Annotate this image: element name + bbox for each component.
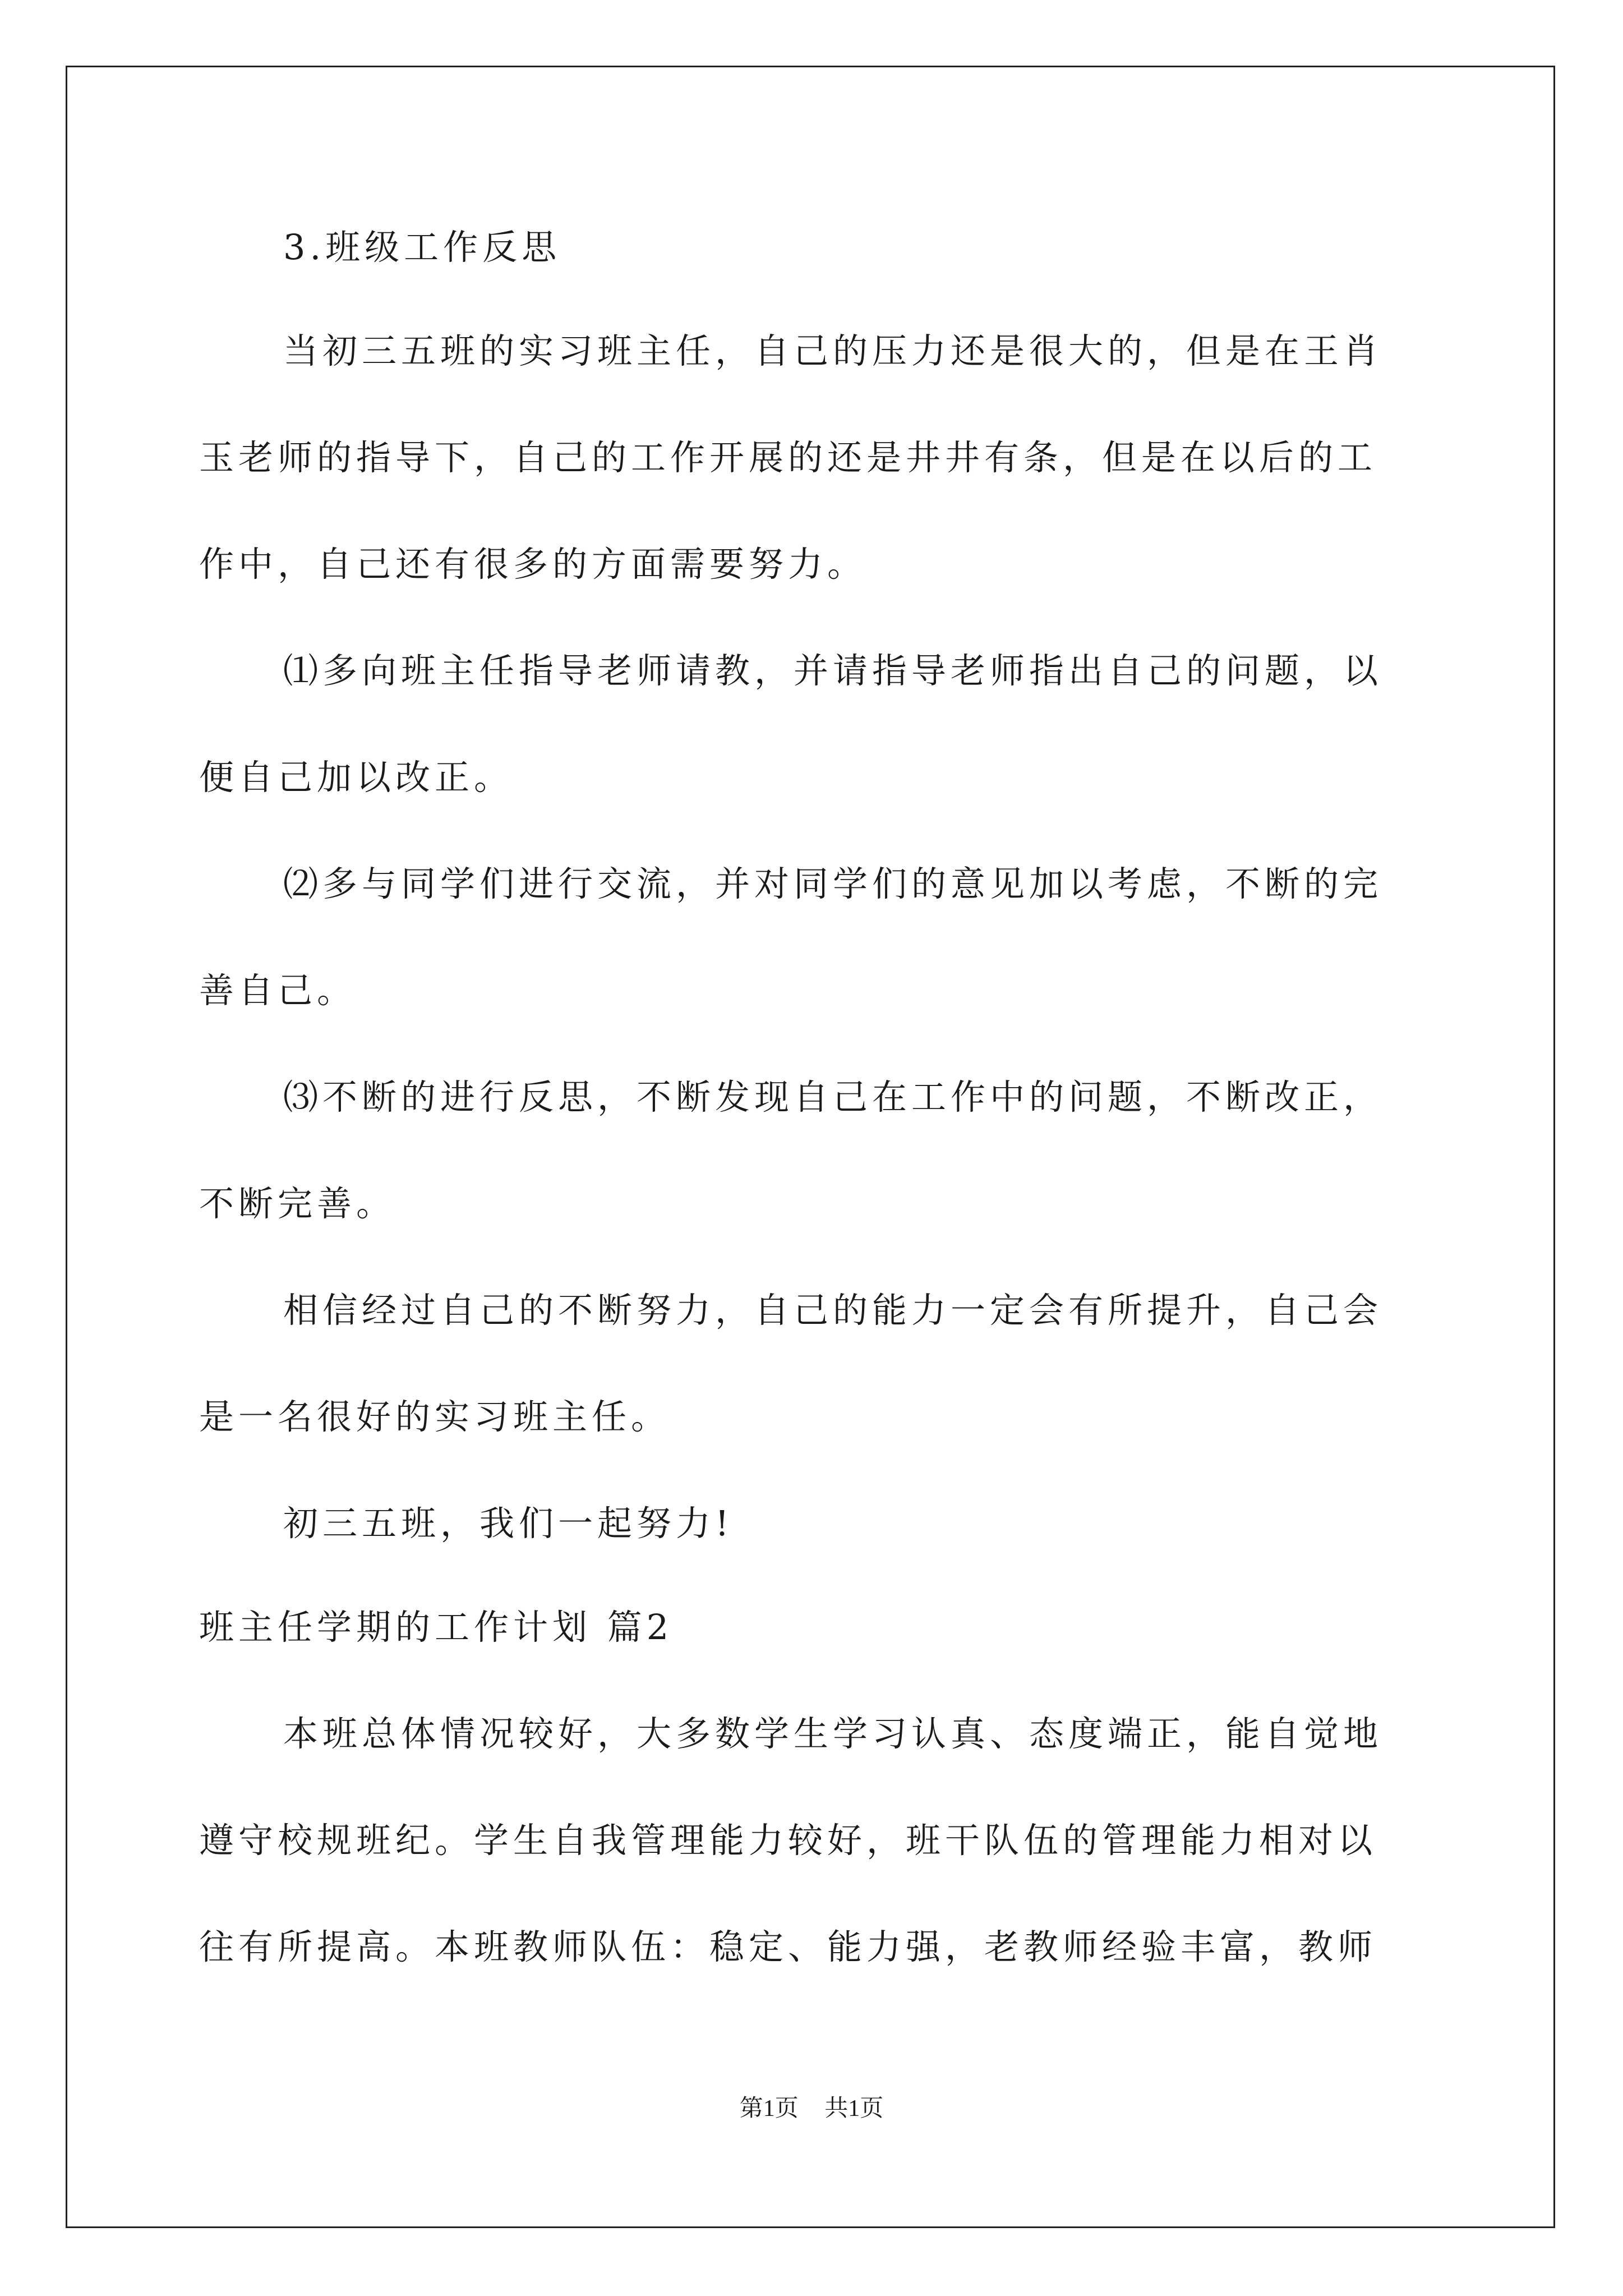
paragraph-line: 当初三五班的实习班主任，自己的压力还是很大的，但是在王肖 <box>283 330 1383 371</box>
paragraph-line: 初三五班，我们一起努力! <box>283 1503 734 1544</box>
page-footer <box>0 2090 1623 2123</box>
paragraph-line: 是一名很好的实习班主任。 <box>199 1396 671 1437</box>
paragraph-line: 不断完善。 <box>199 1183 396 1224</box>
paragraph-line: 便自己加以改正。 <box>199 757 514 798</box>
section-heading: 3.班级工作反思 <box>283 227 561 268</box>
page-number: 第1页 <box>739 2096 799 2122</box>
paragraph-line: 作中，自己还有很多的方面需要努力。 <box>199 544 867 585</box>
paragraph-line: 往有所提高。本班教师队伍：稳定、能力强，老教师经验丰富，教师 <box>199 1926 1377 1967</box>
paragraph-line: ⑴多向班主任指导老师请教，并请指导老师指出自己的问题，以 <box>283 650 1383 691</box>
paragraph-line: ⑵多与同学们进行交流，并对同学们的意见加以考虑，不断的完 <box>283 863 1383 904</box>
paragraph-line: 遵守校规班纪。学生自我管理能力较好，班干队伍的管理能力相对以 <box>199 1820 1377 1861</box>
paragraph-line: 玉老师的指导下，自己的工作开展的还是井井有条，但是在以后的工 <box>199 437 1377 478</box>
page-total: 共1页 <box>824 2096 884 2122</box>
paragraph-line: ⑶不断的进行反思，不断发现自己在工作中的问题，不断改正， <box>283 1076 1383 1117</box>
paragraph-line: 善自己。 <box>199 970 357 1011</box>
page-border <box>66 66 1555 2228</box>
article-title: 班主任学期的工作计划 篇2 <box>199 1607 674 1648</box>
paragraph-line: 本班总体情况较好，大多数学生学习认真、态度端正，能自觉地 <box>283 1713 1383 1754</box>
paragraph-line: 相信经过自己的不断努力，自己的能力一定会有所提升，自己会 <box>283 1290 1383 1331</box>
